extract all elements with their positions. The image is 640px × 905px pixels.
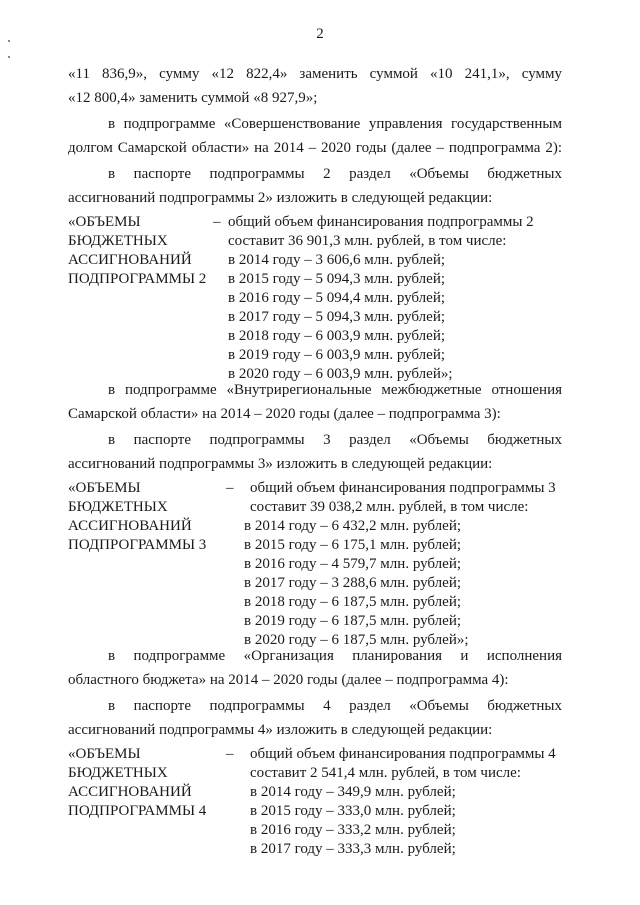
block2-label-4: ПОДПРОГРАММЫ 2 [68, 271, 207, 287]
volume-block-2 [68, 212, 568, 392]
block3-label-3: АССИГНОВАНИЙ [68, 518, 192, 534]
block3-label-2: БЮДЖЕТНЫХ [68, 499, 168, 515]
block3-body-2: составит 39 038,2 млн. рублей, в том числе: [250, 499, 529, 515]
volume-block-4 [68, 744, 568, 864]
block3-dash: – [226, 480, 234, 496]
subprogram4-para-line-2: областного бюджета» на 2014 – 2020 годы (далее – подпрограмма 4): [68, 672, 509, 688]
block4-body-3: в 2014 году – 349,9 млн. рублей; [250, 784, 456, 800]
block4-label-3: АССИГНОВАНИЙ [68, 784, 192, 800]
block2-body-6: в 2017 году – 5 094,3 млн. рублей; [228, 309, 446, 325]
block2-body-5: в 2016 году – 5 094,4 млн. рублей; [228, 290, 446, 306]
block3-body-5: в 2016 году – 4 579,7 млн. рублей; [244, 556, 462, 572]
block2-label-2: БЮДЖЕТНЫХ [68, 233, 168, 249]
subprogram3-para-line-1: в подпрограмме «Внутрирегиональные межбюджетные отношения [108, 382, 562, 398]
subprogram4-para-line-1: в подпрограмме «Организация планирования и исполнения [108, 648, 562, 664]
block3-body-6: в 2017 году – 3 288,6 млн. рублей; [244, 575, 462, 591]
block2-label-1: «ОБЪЕМЫ [68, 214, 141, 230]
block3-body-8: в 2019 году – 6 187,5 млн. рублей; [244, 613, 462, 629]
block2-body-9: в 2020 году – 6 003,9 млн. рублей»; [228, 366, 453, 382]
page-number: 2 [316, 26, 324, 42]
block2-label-3: АССИГНОВАНИЙ [68, 252, 192, 268]
block3-label-4: ПОДПРОГРАММЫ 3 [68, 537, 207, 553]
passport3-para-line-2: ассигнований подпрограммы 3» изложить в следующей редакции: [68, 456, 493, 472]
scan-speck [8, 40, 10, 42]
block2-body-8: в 2019 году – 6 003,9 млн. рублей; [228, 347, 446, 363]
passport4-para-line-1: в паспорте подпрограммы 4 раздел «Объемы бюджетных [108, 698, 562, 714]
block4-body-2: составит 2 541,4 млн. рублей, в том числе: [250, 765, 521, 781]
block3-label-1: «ОБЪЕМЫ [68, 480, 141, 496]
block2-body-2: составит 36 901,3 млн. рублей, в том числе: [228, 233, 507, 249]
block4-label-1: «ОБЪЕМЫ [68, 746, 141, 762]
block3-body-4: в 2015 году – 6 175,1 млн. рублей; [244, 537, 462, 553]
block4-body-6: в 2017 году – 333,3 млн. рублей; [250, 841, 456, 857]
block3-body-7: в 2018 году – 6 187,5 млн. рублей; [244, 594, 462, 610]
volume-block-3 [68, 478, 568, 658]
passport4-para-line-2: ассигнований подпрограммы 4» изложить в следующей редакции: [68, 722, 493, 738]
block2-dash: – [213, 214, 221, 230]
passport2-para-line-1: в паспорте подпрограммы 2 раздел «Объемы бюджетных [108, 166, 562, 182]
subprogram3-para-line-2: Самарской области» на 2014 – 2020 годы (далее – подпрограмма 3): [68, 406, 501, 422]
block4-body-5: в 2016 году – 333,2 млн. рублей; [250, 822, 456, 838]
block4-dash: – [226, 746, 234, 762]
passport3-para-line-1: в паспорте подпрограммы 3 раздел «Объемы бюджетных [108, 432, 562, 448]
block2-body-7: в 2018 году – 6 003,9 млн. рублей; [228, 328, 446, 344]
block4-body-1: общий объем финансирования подпрограммы 4 [250, 746, 556, 762]
scan-speck [8, 56, 10, 58]
subprogram2-para-line-1: в подпрограмме «Совершенствование управления государственным [108, 116, 562, 132]
subprogram2-para-line-2: долгом Самарской области» на 2014 – 2020 годы (далее – подпрограмма 2): [68, 140, 562, 156]
block4-label-4: ПОДПРОГРАММЫ 4 [68, 803, 207, 819]
block2-body-1: общий объем финансирования подпрограммы 2 [228, 214, 534, 230]
intro-line-1: «11 836,9», сумму «12 822,4» заменить суммой «10 241,1», сумму [68, 66, 562, 82]
block4-body-4: в 2015 году – 333,0 млн. рублей; [250, 803, 456, 819]
block3-body-1: общий объем финансирования подпрограммы 3 [250, 480, 556, 496]
block3-body-3: в 2014 году – 6 432,2 млн. рублей; [244, 518, 462, 534]
passport2-para-line-2: ассигнований подпрограммы 2» изложить в следующей редакции: [68, 190, 493, 206]
block4-label-2: БЮДЖЕТНЫХ [68, 765, 168, 781]
intro-line-2: «12 800,4» заменить суммой «8 927,9»; [68, 90, 318, 106]
block2-body-3: в 2014 году – 3 606,6 млн. рублей; [228, 252, 446, 268]
block2-body-4: в 2015 году – 5 094,3 млн. рублей; [228, 271, 446, 287]
block3-body-9: в 2020 году – 6 187,5 млн. рублей»; [244, 632, 469, 648]
